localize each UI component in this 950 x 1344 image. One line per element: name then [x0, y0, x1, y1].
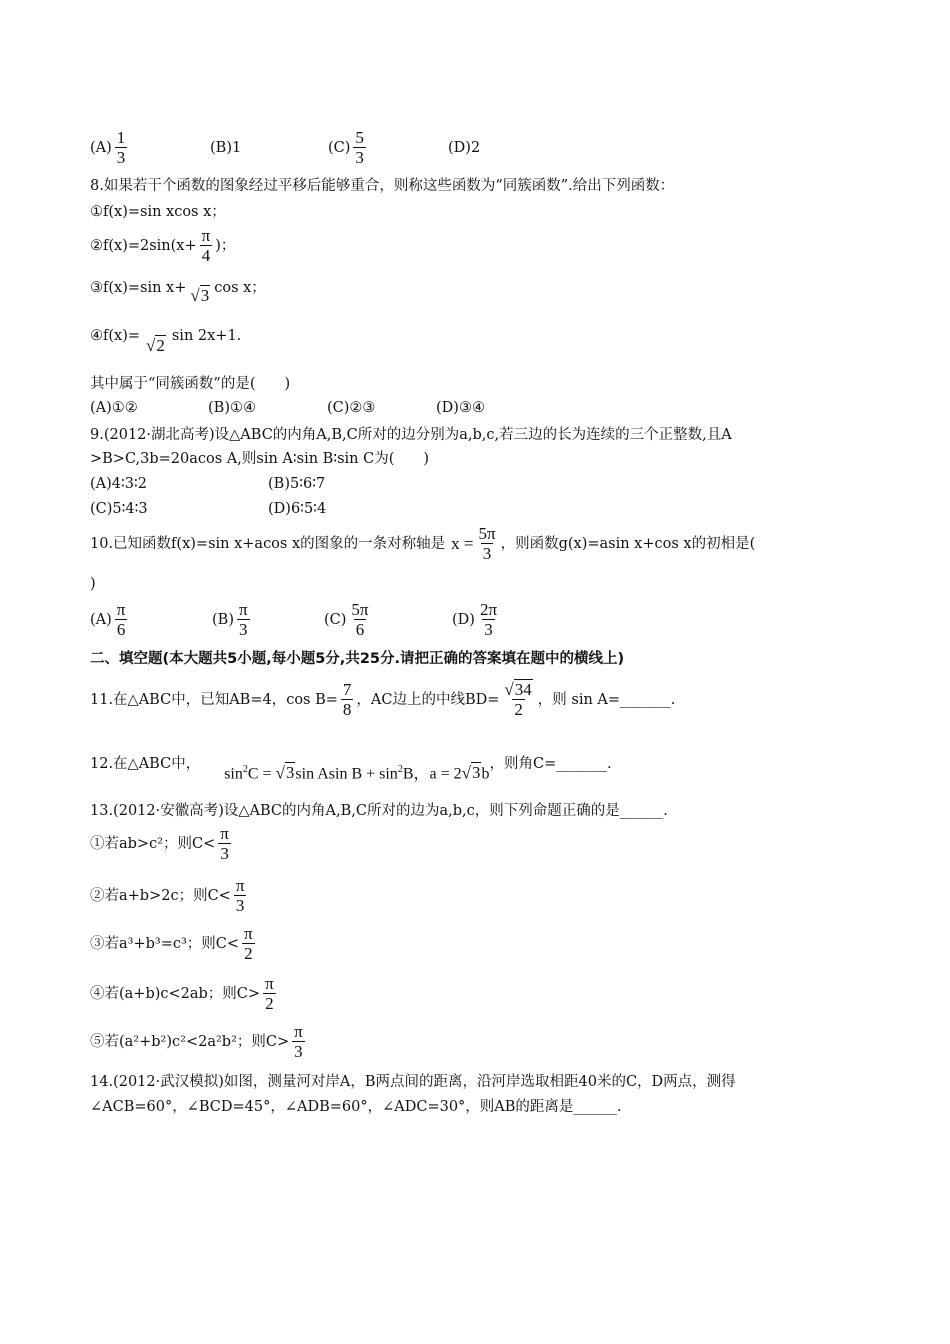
- q10-options: [90, 600, 502, 639]
- radicand: 3: [285, 763, 295, 783]
- q13-item-2: [90, 876, 249, 915]
- text: ③若a³+b³=c³；则C<: [90, 935, 240, 952]
- numerator: π: [220, 824, 229, 843]
- q8-f4: [90, 326, 242, 355]
- numerator: π: [235, 876, 245, 895]
- q10-option-c: [324, 600, 452, 639]
- formula-part: C =: [247, 765, 276, 783]
- text: )；: [215, 237, 236, 254]
- numerator: 5: [355, 128, 364, 147]
- q14-line2: ∠ACB=60°，∠BCD=45°，∠ADB=60°，∠ADC=30°，则AB的距离是______.: [90, 1099, 622, 1115]
- q12: [90, 752, 612, 783]
- text: ，则 sin A=_______.: [537, 691, 676, 708]
- fraction: [242, 924, 255, 963]
- denominator: 2: [244, 944, 253, 963]
- text: 10.已知函数f(x)=sin x+acos x的图象的一条对称轴是: [90, 535, 446, 552]
- superscript: 2: [397, 764, 403, 775]
- numerator: 2π: [479, 600, 498, 619]
- radicand: 2: [156, 336, 165, 355]
- fraction: [115, 600, 128, 639]
- text: ①若ab>c²；则C<: [90, 835, 216, 852]
- text: ③f(x)=sin x+: [90, 280, 187, 296]
- text: 12.在△ABC中，: [90, 756, 201, 773]
- formula-part: sin Asin B + sin: [295, 765, 398, 783]
- fraction: [218, 824, 231, 863]
- q8-f1: ①f(x)=sin xcos x；: [90, 204, 226, 220]
- fraction: [477, 524, 498, 563]
- sqrt: √3: [275, 763, 295, 783]
- sqrt: √2: [146, 336, 165, 355]
- option-label: (C): [328, 139, 351, 156]
- q7-option-a: [90, 128, 210, 167]
- denominator: 3: [484, 620, 493, 639]
- fraction: [341, 680, 354, 719]
- superscript: 2: [242, 764, 248, 775]
- q8-f3: [90, 278, 266, 305]
- q13-stem: 13.(2012·安徽高考)设△ABC的内角A,B,C所对的边为a,b,c，则下列命题正确的是______.: [90, 803, 668, 819]
- text: ，则函数g(x)=asin x+cos x的初相是(: [500, 535, 756, 552]
- q9-option-d: (D)6∶5∶4: [268, 501, 327, 517]
- option-label: (D)2: [448, 139, 481, 156]
- text: ，则角C=_______.: [489, 756, 612, 773]
- radicand: 3: [200, 286, 210, 305]
- numerator: π: [265, 974, 274, 993]
- denominator: 6: [116, 620, 126, 639]
- text: ②f(x)=2sin(x+: [90, 237, 197, 254]
- numerator: π: [116, 600, 126, 619]
- numerator: π: [238, 600, 248, 619]
- q8-stem: 8.如果若干个函数的图象经过平移后能够重合，则称这些函数为“同簇函数”.给出下列函数：: [90, 178, 675, 194]
- q13-item-4: [90, 974, 279, 1013]
- q7-options: [90, 128, 480, 167]
- formula-part: b: [481, 765, 490, 783]
- q8-f2: [90, 226, 235, 265]
- text: ⑤若(a²+b²)c²<2a²b²；则C>: [90, 1033, 290, 1050]
- denominator: 3: [235, 896, 245, 915]
- q8-option-b: (B)①④: [208, 400, 256, 416]
- q8-options: [90, 398, 485, 418]
- q9-option-c: (C)5∶4∶3: [90, 501, 148, 517]
- denominator: 6: [355, 620, 365, 639]
- q7-option-d: [448, 138, 480, 158]
- fraction: [200, 226, 213, 265]
- formula-part: B，a = 2: [402, 765, 462, 783]
- text: ，AC边上的中线BD=: [356, 691, 500, 708]
- q10-option-b: [212, 600, 324, 639]
- text: sin 2x+1.: [171, 328, 242, 344]
- q7-option-b: [210, 138, 328, 158]
- q8-option-a: (A)①②: [90, 400, 138, 416]
- denominator: 3: [220, 844, 229, 863]
- q10-stem: [90, 524, 755, 563]
- text: ②若a+b>2c；则C<: [90, 887, 231, 904]
- section-heading: 二、填空题(本大题共5小题,每小题5分,共25分.请把正确的答案填在题中的横线上): [90, 651, 625, 667]
- q8-ask: 其中属于“同簇函数”的是( ): [90, 376, 291, 392]
- equation: x =: [451, 533, 474, 553]
- option-label: (A): [90, 139, 112, 156]
- q8-option-d: (D)③④: [436, 400, 485, 416]
- text: ④f(x)=: [90, 328, 141, 344]
- option-label: (C): [324, 611, 347, 628]
- text: 11.在△ABC中，已知AB=4，cos B=: [90, 691, 338, 708]
- q9-options-row2: [90, 499, 326, 519]
- formula-part: sin: [224, 765, 243, 783]
- q14-line1: 14.(2012·武汉模拟)如图，测量河对岸A，B两点间的距离，沿河岸选取相距40米的C，D两点，测得: [90, 1074, 736, 1090]
- denominator: 3: [482, 544, 492, 563]
- option-label: (A): [90, 611, 112, 628]
- denominator: 3: [116, 148, 126, 167]
- text: cos x；: [214, 280, 266, 296]
- option-label: (D): [452, 611, 475, 628]
- numerator: 7: [342, 680, 352, 699]
- denominator: 8: [342, 700, 352, 719]
- q11: [90, 680, 675, 719]
- denominator: 4: [201, 246, 211, 265]
- numerator: 1: [116, 128, 126, 147]
- q9-line2: >B>C,3b=20acos A,则sin A∶sin B∶sin C为( ): [90, 451, 430, 467]
- q13-item-5: [90, 1022, 308, 1061]
- option-label: (B)1: [210, 139, 242, 156]
- q8-option-c: (C)②③: [327, 400, 376, 416]
- sqrt: √3: [190, 286, 210, 305]
- q10-close: ): [90, 576, 96, 592]
- numerator: π: [201, 226, 211, 245]
- q13-item-1: [90, 824, 234, 863]
- radicand: 34: [514, 680, 532, 699]
- sqrt: √34: [504, 680, 532, 699]
- q13-item-3: [90, 924, 258, 963]
- fraction: [263, 974, 276, 1013]
- fraction: [353, 128, 366, 167]
- q7-option-c: [328, 128, 448, 167]
- numerator: 5π: [351, 600, 369, 619]
- q9-options-row1: [90, 474, 325, 494]
- denominator: 3: [239, 620, 248, 639]
- q9-option-a: (A)4∶3∶2: [90, 476, 148, 492]
- denominator: 3: [355, 148, 364, 167]
- denominator: 2: [265, 994, 274, 1013]
- fraction: [234, 876, 247, 915]
- q10-option-a: [90, 600, 212, 639]
- numerator: π: [244, 924, 253, 943]
- fraction: [502, 680, 534, 719]
- numerator: 5π: [478, 524, 496, 543]
- fraction: [478, 600, 499, 639]
- fraction: [349, 600, 370, 639]
- denominator: 3: [294, 1042, 303, 1061]
- numerator: π: [294, 1022, 303, 1041]
- sqrt: √3: [461, 763, 481, 783]
- q12-formula: [224, 760, 489, 784]
- fraction: [237, 600, 250, 639]
- q9-option-b: (B)5∶6∶7: [268, 476, 326, 492]
- q10-option-d: [452, 600, 502, 639]
- denominator: 2: [514, 700, 523, 719]
- option-label: (B): [212, 611, 234, 628]
- fraction: [292, 1022, 305, 1061]
- fraction: [115, 128, 128, 167]
- q9-line1: 9.(2012·湖北高考)设△ABC的内角A,B,C所对的边分别为a,b,c,若三边的长为连续的三个正整数,且A: [90, 427, 732, 443]
- text: ④若(a+b)c<2ab；则C>: [90, 985, 261, 1002]
- radicand: 3: [471, 763, 481, 783]
